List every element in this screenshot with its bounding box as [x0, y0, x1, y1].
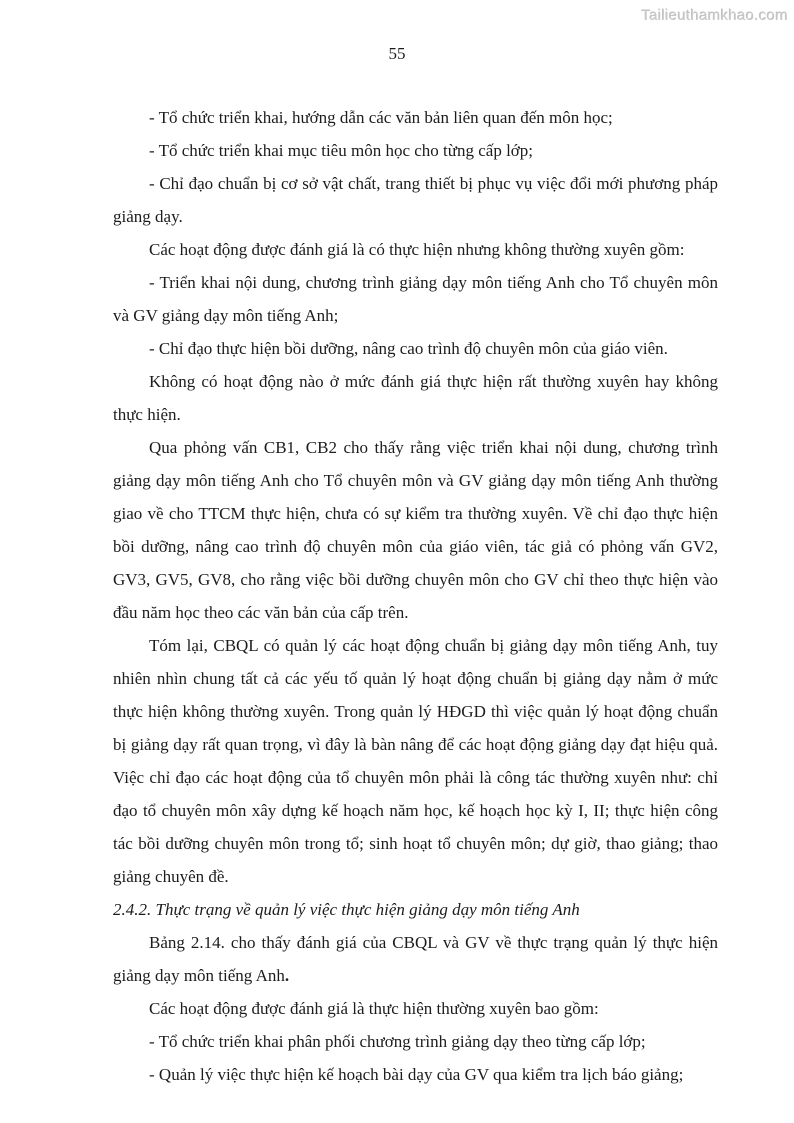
text-run: .	[284, 966, 290, 985]
paragraph: - Tổ chức triển khai mục tiêu môn học cho từng cấp lớp;	[149, 141, 534, 160]
watermark-text: Tailieuthamkhao.com	[641, 7, 788, 24]
paragraph: Không có hoạt động nào ở mức đánh giá thực hiện rất thường xuyên hay không thực hiện.	[113, 372, 718, 424]
section-heading: 2.4.2. Thực trạng về quản lý việc thực hiện giảng dạy môn tiếng Anh	[113, 900, 580, 919]
paragraph: Tóm lại, CBQL có quản lý các hoạt động chuẩn bị giảng dạy môn tiếng Anh, tuy nhiên nhìn chung tất cả các yếu tố quản lý hoạt động chuẩn bị giảng dạy nằm ở mức thực hiện không thường xuyên. Trong quản lý HĐGD thì việc quản lý hoạt động chuẩn bị giảng dạy rất quan trọng, vì đây là bàn nâng để các hoạt động giảng dạy đạt hiệu quả. Việc chỉ đạo các hoạt động của tổ chuyên môn phải là công tác thường xuyên như: chỉ đạo tổ chuyên môn xây dựng kế hoạch năm học, kế hoạch học kỳ I, II; thực hiện công tác bồi dưỡng chuyên môn trong tổ; sinh hoạt tổ chuyên môn; dự giờ, thao giảng; thao giảng chuyên đề.	[113, 636, 718, 886]
paragraph: Qua phỏng vấn CB1, CB2 cho thấy rằng việc triển khai nội dung, chương trình giảng dạy môn tiếng Anh cho Tổ chuyên môn và GV giảng dạy môn tiếng Anh thường giao về cho TTCM thực hiện, chưa có sự kiểm tra thường xuyên. Về chỉ đạo thực hiện bồi dưỡng, nâng cao trình độ chuyên môn của giáo viên, tác giả có phỏng vấn GV2, GV3, GV5, GV8, cho rằng việc bồi dưỡng chuyên môn cho GV chỉ theo thực hiện vào đầu năm học theo các văn bản của cấp trên.	[113, 438, 718, 622]
text-run: Bảng 2.14. cho thấy đánh giá của CBQL và GV về thực trạng quản lý thực hiện giảng dạy môn tiếng Anh	[113, 933, 718, 985]
paragraph: - Tổ chức triển khai, hướng dẫn các văn bản liên quan đến môn học;	[149, 108, 613, 127]
paragraph: Các hoạt động được đánh giá là thực hiện thường xuyên bao gồm:	[149, 999, 599, 1018]
paragraph	[113, 926, 718, 992]
paragraph: - Tổ chức triển khai phân phối chương trình giảng dạy theo từng cấp lớp;	[149, 1032, 646, 1051]
page-number: 55	[388, 44, 406, 63]
paragraph: - Quản lý việc thực hiện kế hoạch bài dạy của GV qua kiểm tra lịch báo giảng;	[149, 1065, 684, 1084]
paragraph: Các hoạt động được đánh giá là có thực hiện nhưng không thường xuyên gồm:	[149, 240, 685, 259]
paragraph: - Chỉ đạo chuẩn bị cơ sở vật chất, trang thiết bị phục vụ việc đổi mới phương pháp giảng dạy.	[113, 174, 718, 226]
paragraph: - Triển khai nội dung, chương trình giảng dạy môn tiếng Anh cho Tổ chuyên môn và GV giảng dạy môn tiếng Anh;	[113, 273, 718, 325]
document-body	[113, 101, 718, 1091]
paragraph: - Chỉ đạo thực hiện bồi dưỡng, nâng cao trình độ chuyên môn của giáo viên.	[149, 339, 668, 358]
